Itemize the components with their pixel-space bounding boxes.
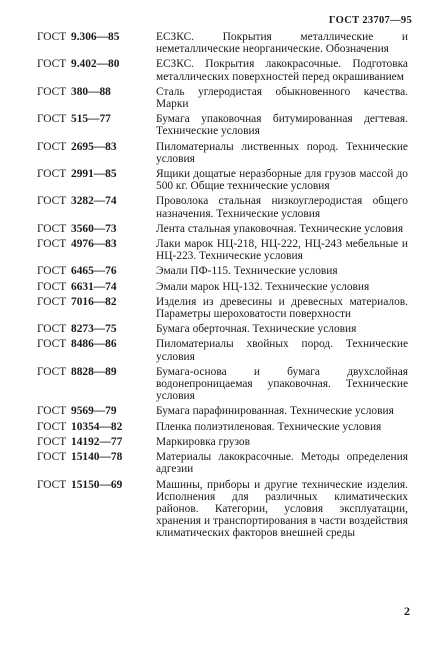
reference-row <box>37 113 408 137</box>
standard-number: 14192—77 <box>71 435 123 448</box>
standard-title: Проволока стальная низкоуглеродистая общего назначения. Технические условия <box>156 195 408 220</box>
standard-title: Сталь углеродистая обыкновенного качества. Марки <box>156 85 408 111</box>
reference-code <box>37 223 156 235</box>
standard-prefix: ГОСТ <box>37 420 67 433</box>
reference-code <box>37 31 156 43</box>
standard-prefix: ГОСТ <box>37 238 67 251</box>
standard-title: Эмали ПФ-115. Технические условия <box>156 265 338 278</box>
standard-title: Маркировка грузов <box>156 435 250 448</box>
standard-number: 7016—82 <box>71 295 117 308</box>
reference-row <box>37 238 408 262</box>
standard-title: ЕСЗКС. Покрытия лакокрасочные. Подготовка металлических поверхностей перед окрашиванием <box>156 58 408 83</box>
standard-title: Эмали марок НЦ-132. Технические условия <box>156 280 370 293</box>
reference-row <box>37 421 408 433</box>
page-number: 2 <box>404 604 410 618</box>
reference-row <box>37 296 408 320</box>
reference-row <box>37 86 408 110</box>
standard-prefix: ГОСТ <box>37 435 67 448</box>
standard-title: Бумага оберточная. Технические условия <box>156 323 357 336</box>
reference-code <box>37 238 156 250</box>
standard-prefix: ГОСТ <box>37 265 67 278</box>
reference-row <box>37 479 408 540</box>
standard-number: 15140—78 <box>71 451 123 464</box>
standard-prefix: ГОСТ <box>37 405 67 418</box>
standard-number: 8828—89 <box>71 365 117 378</box>
standard-prefix: ГОСТ <box>37 280 67 293</box>
standard-title: ЕСЗКС. Покрытия металлические и неметаллические неорганические. Обозначения <box>156 31 408 56</box>
standard-prefix: ГОСТ <box>37 113 67 126</box>
standard-number: 380—88 <box>71 85 111 98</box>
reference-code <box>37 405 156 417</box>
reference-code <box>37 451 156 463</box>
standard-number: 4976—83 <box>71 238 117 251</box>
reference-row <box>37 223 408 235</box>
reference-row <box>37 168 408 192</box>
reference-code <box>37 168 156 180</box>
standard-number: 2991—85 <box>71 168 117 181</box>
reference-row <box>37 338 408 362</box>
standard-title: Пиломатериалы лиственных пород. Технические условия <box>156 140 408 165</box>
standard-number: 9.306—85 <box>71 31 120 43</box>
standard-prefix: ГОСТ <box>37 195 67 208</box>
standard-title: Бумага парафинированная. Технические условия <box>156 405 394 418</box>
reference-code <box>37 421 156 433</box>
reference-row <box>37 195 408 219</box>
standard-title: Бумага упаковочная битумированная дегтевая. Технические условия <box>156 113 408 138</box>
standard-prefix: ГОСТ <box>37 323 67 336</box>
standard-number: 515—77 <box>71 113 111 126</box>
document-header: ГОСТ 23707—95 <box>328 15 412 26</box>
standard-number: 10354—82 <box>71 420 123 433</box>
standard-number: 9569—79 <box>71 405 117 418</box>
reference-code <box>37 296 156 308</box>
standard-prefix: ГОСТ <box>37 140 67 153</box>
standard-prefix: ГОСТ <box>37 478 67 491</box>
standard-title: Бумага-основа и бумага двухслойная водонепроницаемая упаковочная. Технические условия <box>156 365 408 403</box>
standard-title: Лента стальная упаковочная. Технические условия <box>156 222 404 235</box>
standard-title: Пиломатериалы хвойных пород. Технические условия <box>156 338 408 363</box>
standard-title: Материалы лакокрасочные. Методы определения адгезии <box>156 451 408 476</box>
standard-title: Машины, приборы и другие технические изделия. Исполнения для различных климатических районов. Категории, условия эксплуатации, хранения и транспортирования в части воздействия климатических факторов внешней среды <box>156 478 408 540</box>
reference-code <box>37 366 156 378</box>
reference-row <box>37 31 408 55</box>
standard-title: Изделия из древесины и древесных материалов. Параметры шероховатости поверхности <box>156 295 408 321</box>
reference-code <box>37 265 156 277</box>
standard-prefix: ГОСТ <box>37 365 67 378</box>
reference-code <box>37 141 156 153</box>
reference-code <box>37 113 156 125</box>
standard-prefix: ГОСТ <box>37 338 67 351</box>
reference-code <box>37 338 156 350</box>
standard-number: 6631—74 <box>71 280 117 293</box>
reference-code <box>37 281 156 293</box>
standard-prefix: ГОСТ <box>37 58 67 71</box>
reference-row <box>37 366 408 403</box>
standard-title: Ящики дощатые неразборные для грузов массой до 500 кг. Общие технические условия <box>156 168 408 193</box>
reference-row <box>37 141 408 165</box>
reference-code <box>37 86 156 98</box>
reference-list <box>37 31 408 543</box>
reference-row <box>37 436 408 448</box>
standard-title: Пленка полиэтиленовая. Технические условия <box>156 420 382 433</box>
standard-number: 8273—75 <box>71 323 117 336</box>
standard-prefix: ГОСТ <box>37 168 67 181</box>
reference-row <box>37 451 408 475</box>
reference-row <box>37 58 408 82</box>
standard-number: 8486—86 <box>71 338 117 351</box>
standard-number: 3282—74 <box>71 195 117 208</box>
reference-code <box>37 58 156 70</box>
standard-title: Лаки марок НЦ-218, НЦ-222, НЦ-243 мебельные и НЦ-223. Технические условия <box>156 238 408 263</box>
standard-prefix: ГОСТ <box>37 31 67 43</box>
standard-number: 3560—73 <box>71 222 117 235</box>
reference-code <box>37 195 156 207</box>
standard-number: 2695—83 <box>71 140 117 153</box>
reference-row <box>37 323 408 335</box>
standard-number: 6465—76 <box>71 265 117 278</box>
standard-prefix: ГОСТ <box>37 295 67 308</box>
standard-number: 9.402—80 <box>71 58 120 71</box>
standard-prefix: ГОСТ <box>37 451 67 464</box>
standard-prefix: ГОСТ <box>37 222 67 235</box>
reference-row <box>37 281 408 293</box>
reference-code <box>37 323 156 335</box>
reference-row <box>37 405 408 417</box>
reference-code <box>37 479 156 491</box>
standard-prefix: ГОСТ <box>37 85 67 98</box>
reference-code <box>37 436 156 448</box>
reference-row <box>37 265 408 277</box>
standard-number: 15150—69 <box>71 478 123 491</box>
